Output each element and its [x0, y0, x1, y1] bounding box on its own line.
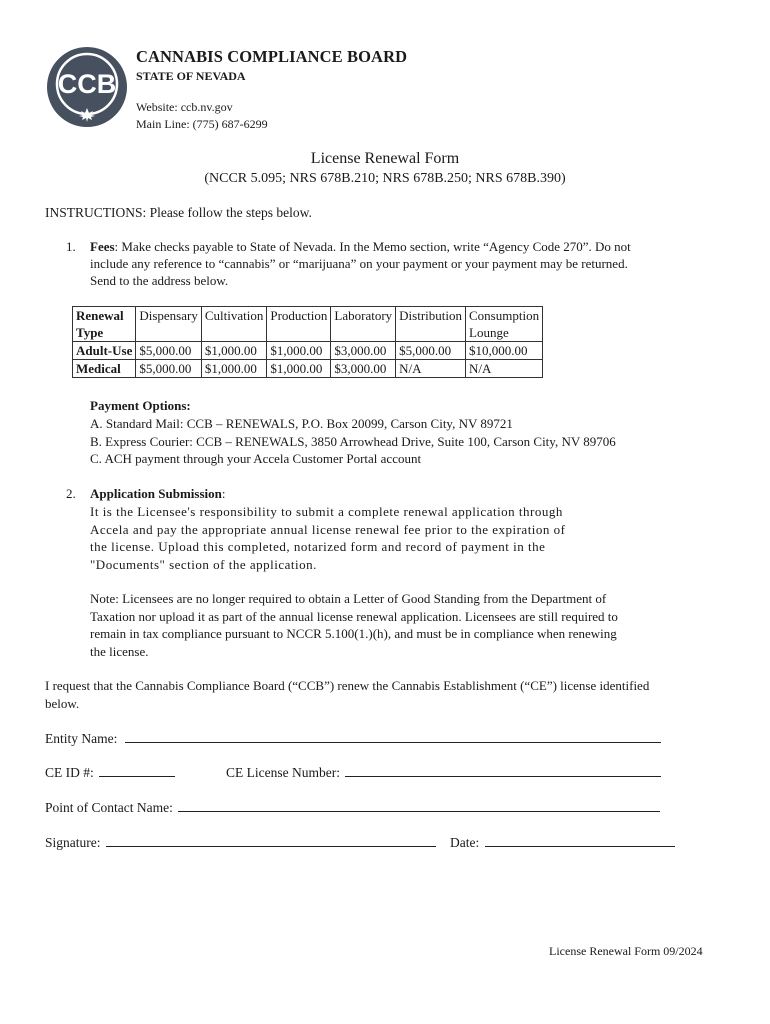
signature-label: Signature:	[45, 835, 101, 850]
table-header: Consumption	[466, 307, 543, 325]
fee-table	[72, 306, 543, 378]
table-header: Lounge	[466, 324, 543, 342]
table-header: Laboratory	[331, 307, 396, 325]
step1-number: 1.	[66, 239, 76, 254]
table-cell: Adult-Use	[73, 342, 136, 360]
step2-heading: Application Submission:	[90, 486, 226, 501]
step1-line3: Send to the address below.	[90, 273, 229, 288]
contact-label: Point of Contact Name:	[45, 800, 173, 815]
step2-label: Application Submission	[90, 486, 222, 501]
table-cell: $3,000.00	[331, 360, 396, 378]
table-header: Type	[73, 324, 136, 342]
table-cell: Medical	[73, 360, 136, 378]
table-cell: $5,000.00	[396, 342, 466, 360]
table-header	[201, 324, 267, 342]
list-item: B. Express Courier: CCB – RENEWALS, 3850 Arrowhead Drive, Suite 100, Carson City, NV 89706	[90, 433, 616, 449]
footer: License Renewal Form 09/2024	[549, 944, 703, 958]
table-cell: $1,000.00	[201, 342, 267, 360]
table-row	[73, 342, 543, 360]
org-name: CANNABIS COMPLIANCE BOARD	[136, 47, 408, 66]
payment-heading: Payment Options:	[90, 398, 191, 413]
table-header: Dispensary	[136, 307, 202, 325]
signature-row	[45, 834, 436, 851]
org-state: STATE OF NEVADA	[136, 69, 246, 83]
table-row	[73, 360, 543, 378]
request-statement: I request that the Cannabis Compliance Board (“CCB”) renew the Cannabis Establishment (“CE”) license identified below.	[45, 678, 650, 711]
table-header: Distribution	[396, 307, 466, 325]
date-row	[450, 834, 675, 851]
ce-license-field[interactable]	[345, 764, 661, 777]
instructions: INSTRUCTIONS: Please follow the steps below.	[45, 205, 312, 220]
table-header	[396, 324, 466, 342]
step2-number: 2.	[66, 486, 76, 501]
ce-id-label: CE ID #:	[45, 765, 94, 780]
table-cell: $1,000.00	[201, 360, 267, 378]
table-header: Renewal	[73, 307, 136, 325]
step1-text	[90, 238, 730, 289]
entity-name-row	[45, 730, 661, 747]
table-header	[331, 324, 396, 342]
entity-name-field[interactable]	[125, 730, 661, 743]
step2-note: Note: Licensees are no longer required to obtain a Letter of Good Standing from the Department of Taxation nor upload it as part of the annual license renewal application. Licensees are still required to remain in tax compliance pursuant to NCCR 5.100(1.)(h), and must be in compliance when renewing the license.	[90, 591, 618, 659]
form-title: License Renewal Form	[310, 150, 460, 167]
org-phone: Main Line: (775) 687-6299	[136, 117, 268, 131]
step1-line1: : Make checks payable to State of Nevada. In the Memo section, write “Agency Code 270”. Do not	[114, 239, 631, 254]
table-header-row-2	[73, 324, 543, 342]
date-field[interactable]	[485, 834, 675, 847]
contact-field[interactable]	[178, 799, 660, 812]
ccb-logo	[46, 46, 128, 128]
table-cell: $5,000.00	[136, 342, 202, 360]
org-website: Website: ccb.nv.gov	[136, 100, 233, 114]
table-cell: $5,000.00	[136, 360, 202, 378]
table-header	[136, 324, 202, 342]
contact-row	[45, 799, 660, 816]
ce-id-field[interactable]	[99, 764, 175, 777]
entity-name-label: Entity Name:	[45, 731, 118, 746]
table-header	[267, 324, 331, 342]
table-header: Cultivation	[201, 307, 267, 325]
ce-id-row	[45, 764, 175, 781]
table-cell: N/A	[396, 360, 466, 378]
table-cell: N/A	[466, 360, 543, 378]
table-header-row	[73, 307, 543, 325]
table-header: Production	[267, 307, 331, 325]
list-item: C. ACH payment through your Accela Customer Portal account	[90, 451, 422, 466]
step1-label: Fees	[90, 239, 115, 254]
step2-body: It is the Licensee's responsibility to submit a complete renewal application through Accela and pay the appropriate annual license renewal fee prior to the expiration of the license. Upload this completed, notarized form and record of payment in the "Documents" section of the application.	[90, 504, 566, 572]
table-cell: $10,000.00	[466, 342, 543, 360]
date-label: Date:	[450, 835, 480, 850]
table-cell: $1,000.00	[267, 342, 331, 360]
logo-text: CCB	[57, 69, 117, 99]
form-citations: (NCCR 5.095; NRS 678B.210; NRS 678B.250; NRS 678B.390)	[204, 171, 566, 186]
list-item: A. Standard Mail: CCB – RENEWALS, P.O. Box 20099, Carson City, NV 89721	[90, 416, 513, 431]
signature-field[interactable]	[106, 834, 436, 847]
table-cell: $3,000.00	[331, 342, 396, 360]
payment-options	[90, 415, 616, 468]
step1-line2: include any reference to “cannabis” or “marijuana” on your payment or your payment may be returned.	[90, 256, 628, 271]
ce-license-row	[226, 764, 661, 781]
ce-license-label: CE License Number:	[226, 765, 340, 780]
table-cell: $1,000.00	[267, 360, 331, 378]
